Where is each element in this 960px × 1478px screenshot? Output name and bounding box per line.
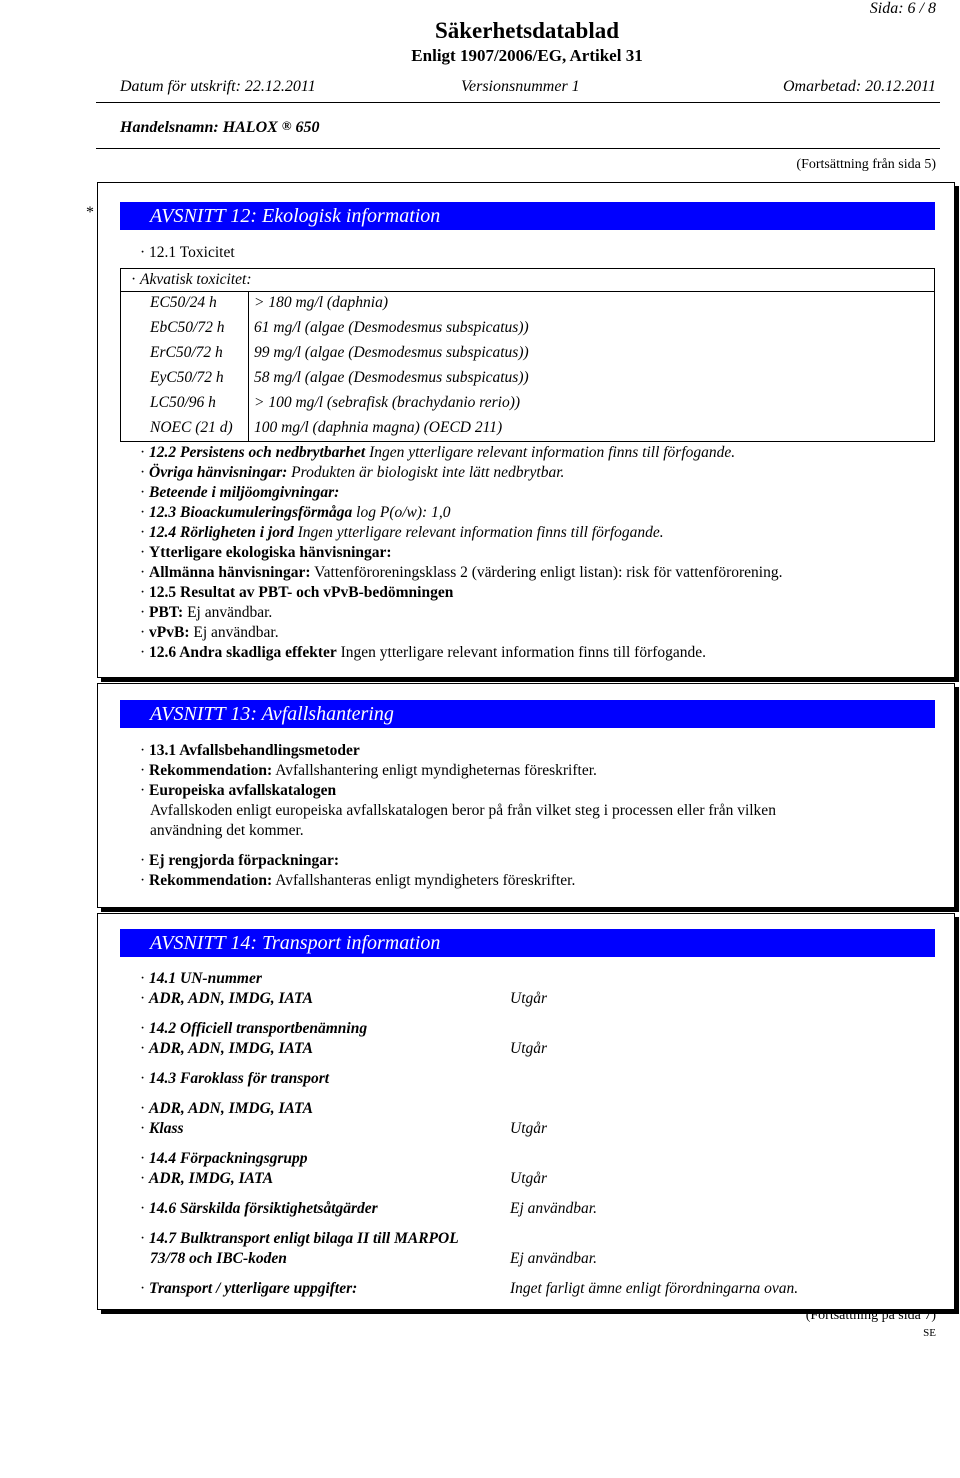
table-row-value: 61 mg/l (algae (Desmodesmus subspicatus))	[254, 319, 529, 336]
special-precautions-row: · 14.6 Särskilda försiktighetsåtgärder	[140, 1200, 378, 1218]
version-number: Versionsnummer 1	[461, 78, 580, 95]
eu-waste-catalog-text: användning det kommer.	[150, 822, 304, 839]
document-title: Säkerhetsdatablad	[434, 18, 620, 43]
section-13-title: AVSNITT 13: Avfallshantering	[120, 700, 935, 728]
hazard-class-row: · ADR, ADN, IMDG, IATA	[140, 1100, 313, 1118]
continued-to: (Fortsättning på sida 7)	[805, 1308, 936, 1323]
table-row-value: 100 mg/l (daphnia magna) (OECD 211)	[254, 419, 503, 436]
recommendation-line: · Rekommendation: Avfallshanteras enligt myndigheters föreskrifter.	[140, 872, 575, 890]
aquatic-toxicity-heading: · Akvatisk toxicitet:	[131, 271, 252, 289]
bulk-transport-row: · 14.7 Bulktransport enligt bilaga II till MARPOL	[140, 1230, 459, 1248]
shipping-name-heading: · 14.2 Officiell transportbenämning	[140, 1020, 367, 1038]
pbt-heading-line: · 12.5 Resultat av PBT- och vPvB-bedömningen	[140, 584, 453, 602]
table-row-value: 99 mg/l (algae (Desmodesmus subspicatus))	[254, 344, 529, 361]
table-row-value: > 180 mg/l (daphnia)	[254, 294, 389, 311]
shipping-name-row: · ADR, ADN, IMDG, IATA	[140, 1040, 313, 1058]
language-code: SE	[923, 1327, 936, 1339]
un-number-heading: · 14.1 UN-nummer	[140, 970, 262, 988]
eu-waste-catalog-heading: · Europeiska avfallskatalogen	[140, 782, 336, 800]
klass-value: Utgår	[510, 1120, 548, 1137]
table-row-param: ErC50/72 h	[150, 344, 223, 361]
bioaccumulation-line: · 12.3 Bioackumuleringsförmåga log P(o/w): 1,0	[140, 504, 450, 522]
header-divider	[96, 102, 940, 103]
document-subtitle: Enligt 1907/2006/EG, Artikel 31	[411, 46, 643, 65]
shipping-name-value: Utgår	[510, 1040, 548, 1057]
un-number-row: · ADR, ADN, IMDG, IATA	[140, 990, 313, 1008]
packing-group-value: Utgår	[510, 1170, 548, 1187]
environment-behaviour-line: · Beteende i miljöomgivningar:	[140, 484, 339, 502]
klass-row: · Klass	[140, 1120, 184, 1138]
un-number-value: Utgår	[510, 990, 548, 1007]
table-row-param: EyC50/72 h	[150, 369, 224, 386]
waste-methods-heading: · 13.1 Avfallsbehandlingsmetoder	[140, 742, 360, 760]
transport-extra-value: Inget farligt ämne enligt förordningarna ovan.	[510, 1280, 799, 1297]
recommendation-line: · Rekommendation: Avfallshantering enligt myndigheternas föreskrifter.	[140, 762, 597, 780]
eu-waste-catalog-text: Avfallskoden enligt europeiska avfallskatalogen beror på från vilket steg i processen eller från vilken	[150, 802, 776, 819]
vpvb-line: · vPvB: Ej användbar.	[140, 624, 279, 642]
table-row-param: EC50/24 h	[150, 294, 217, 311]
special-precautions-value: Ej användbar.	[510, 1200, 597, 1217]
trade-name-divider	[96, 148, 940, 149]
hazard-class-heading: · 14.3 Faroklass för transport	[140, 1070, 329, 1088]
general-notes-line: · Allmänna hänvisningar: Vattenföroreningsklass 2 (värdering enligt listan): risk för vattenförorening.	[140, 564, 783, 582]
packing-group-row: · ADR, IMDG, IATA	[140, 1170, 273, 1188]
table-row-param: LC50/96 h	[150, 394, 216, 411]
soil-mobility-line: · 12.4 Rörligheten i jord Ingen ytterligare relevant information finns till förfogande.	[140, 524, 664, 542]
adverse-effects-line: · 12.6 Andra skadliga effekter Ingen ytterligare relevant information finns till förfogande.	[140, 644, 706, 662]
table-row-param: EbC50/72 h	[150, 319, 225, 336]
packing-group-heading: · 14.4 Förpackningsgrupp	[140, 1150, 308, 1168]
table-row-value: > 100 mg/l (sebrafisk (brachydanio rerio))	[254, 394, 521, 411]
toxicity-heading: · 12.1 Toxicitet	[140, 244, 235, 262]
table-row-value: 58 mg/l (algae (Desmodesmus subspicatus))	[254, 369, 529, 386]
change-marker: *	[86, 204, 94, 221]
print-date: Datum för utskrift: 22.12.2011	[120, 78, 316, 95]
pbt-line: · PBT: Ej användbar.	[140, 604, 272, 622]
persistence-line: · 12.2 Persistens och nedbrytbarhet Ingen ytterligare relevant information finns till förfogande.	[140, 444, 735, 462]
continued-from: (Fortsättning från sida 5)	[796, 157, 936, 172]
table-row-param: NOEC (21 d)	[150, 419, 233, 436]
section-12-title: AVSNITT 12: Ekologisk information	[120, 202, 935, 230]
bulk-transport-row-cont: 73/78 och IBC-koden	[150, 1250, 287, 1267]
section-14-title: AVSNITT 14: Transport information	[120, 929, 935, 957]
further-ecological-line: · Ytterligare ekologiska hänvisningar:	[140, 544, 392, 562]
bulk-transport-value: Ej användbar.	[510, 1250, 597, 1267]
uncleaned-packaging-heading: · Ej rengjorda förpackningar:	[140, 852, 339, 870]
transport-extra-row: · Transport / ytterligare uppgifter:	[140, 1280, 357, 1298]
other-references-line: · Övriga hänvisningar: Produkten är biologiskt inte lätt nedbrytbar.	[140, 464, 564, 482]
trade-name: Handelsnamn: HALOX ® 650	[120, 118, 320, 136]
page-number: Sida: 6 / 8	[869, 0, 936, 17]
revision-date: Omarbetad: 20.12.2011	[782, 78, 936, 95]
